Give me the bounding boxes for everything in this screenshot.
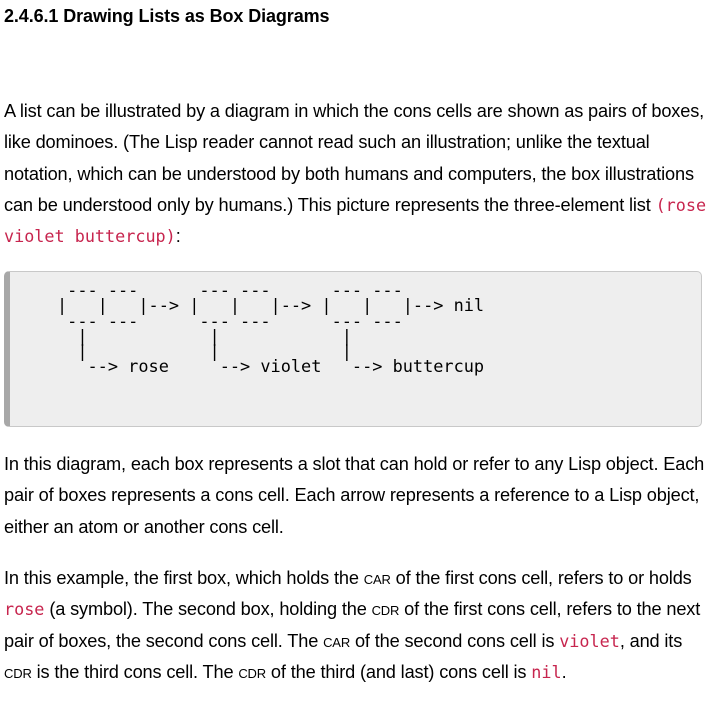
box-diagram: --- --- --- --- --- --- | | |--> | | |--> | | |--> nil --- --- --- --- --- --- | | | | | | --> rose --> violet --> buttercup: [57, 280, 485, 377]
explanation-paragraph: In this diagram, each box represents a slot that can hold or refer to any Lisp object. Each pair of boxes represents a cons cell. Each arrow represents a reference to a Lisp object, either an atom or another cons cell.: [4, 454, 705, 537]
cdr-term: cdr: [371, 599, 400, 620]
details-paragraph: [4, 563, 712, 688]
details-text: In this example, the first box, which holds the: [4, 568, 364, 588]
example-code-block: [4, 271, 702, 427]
details-text: .: [561, 661, 567, 682]
details-text: of the second cons cell is: [350, 630, 560, 651]
intro-text: A list can be illustrated by a diagram in which the cons cells are shown as pairs of boxes, like dominoes. (The Lisp reader cannot read such an illustration; unlike the textual notation, which can be understood by both humans and computers, the box illustrations can be understood only by humans.) This picture represents the three-element list: [4, 101, 705, 215]
car-term: car: [323, 630, 351, 651]
details-text: , and its: [619, 630, 683, 651]
details-text: of the first cons cell, refers to the next pair of boxes, the second cons cell. The: [4, 599, 701, 651]
intro-colon: :: [175, 226, 181, 247]
car-term: car: [363, 568, 391, 588]
details-text: is the third cons cell. The: [31, 661, 239, 682]
cdr-term: cdr: [4, 661, 32, 682]
details-text: of the first cons cell, refers to or holds: [390, 568, 692, 588]
details-text: (a symbol). The second box, holding the: [44, 599, 372, 620]
list-code: (rose violet buttercup): [4, 194, 707, 247]
details-text: of the third (and last) cons cell is: [266, 661, 532, 682]
intro-paragraph: [4, 96, 712, 252]
section-title: 2.4.6.1 Drawing Lists as Box Diagrams: [4, 6, 330, 26]
cdr-term: cdr: [238, 661, 267, 682]
code-nil: nil: [531, 661, 562, 682]
code-violet: violet: [559, 630, 620, 651]
code-rose: rose: [4, 599, 45, 620]
